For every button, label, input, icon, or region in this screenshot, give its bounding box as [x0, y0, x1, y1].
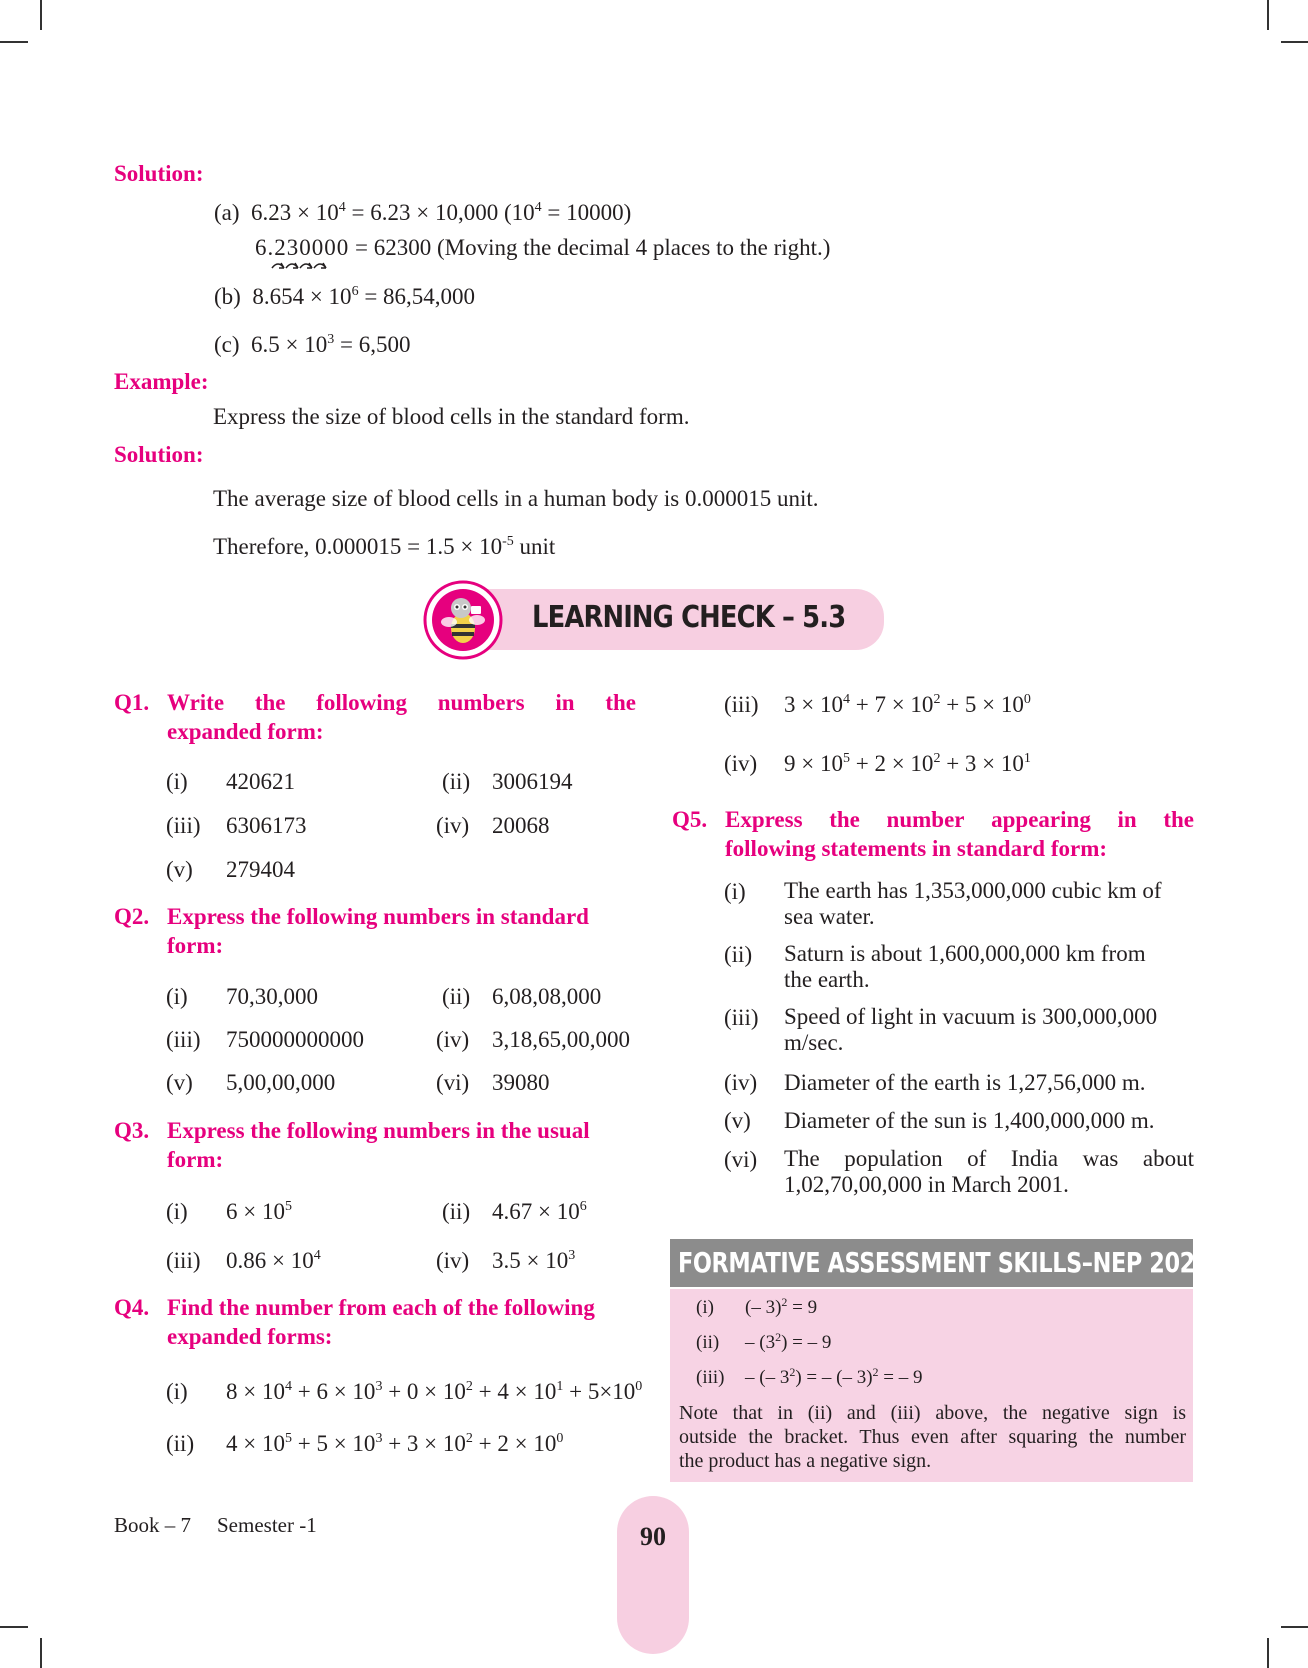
- solution-text: The average size of blood cells in a human body is 0.000015 unit.: [213, 486, 819, 511]
- item-label: (v): [724, 1108, 751, 1133]
- equation-text: ) = – (– 3): [795, 1367, 873, 1388]
- note-line: outside the bracket. Thus even after squaring the number: [679, 1426, 1186, 1448]
- equation-text: = 86,54,000: [358, 284, 476, 309]
- item-text: [784, 878, 1194, 930]
- item-label: (i): [696, 1297, 714, 1318]
- item-value: [745, 1366, 923, 1390]
- exponent: 5: [284, 1431, 292, 1446]
- item-text-line: The earth has 1,353,000,000 cubic km of: [784, 878, 1162, 903]
- exponent: 3: [375, 1431, 383, 1446]
- item-value: 5,00,00,000: [226, 1070, 336, 1095]
- question-word: appearing: [991, 807, 1091, 832]
- exponent: 4: [842, 692, 850, 707]
- item-value: [784, 750, 1031, 778]
- item-value: [226, 1247, 321, 1275]
- solution-item-b: [214, 283, 475, 311]
- equation-text: (– 3): [745, 1297, 782, 1318]
- equation-text: + 3 × 10: [382, 1431, 466, 1456]
- equation-text: 6.23 × 10: [251, 200, 339, 225]
- exponent: 0: [556, 1431, 564, 1446]
- exponent: 2: [781, 1295, 788, 1309]
- item-text-line: the earth.: [784, 967, 870, 992]
- item-text-line: Saturn is about 1,600,000,000 km from: [784, 941, 1146, 966]
- equation-text: 6.5 × 10: [251, 332, 328, 357]
- item-label: (iv): [724, 751, 758, 776]
- question-text: Express the following numbers in the usual: [167, 1118, 590, 1143]
- decimal-shift-arrows-icon: [270, 260, 350, 272]
- example-heading: Example:: [114, 369, 209, 394]
- item-label: (iv): [436, 1248, 470, 1273]
- page-number-tab: [617, 1496, 689, 1654]
- item-label: (ii): [724, 942, 753, 967]
- item-label: (vi): [436, 1070, 470, 1095]
- crop-mark: [40, 0, 42, 30]
- question-word: number: [886, 807, 965, 832]
- question-word: Write: [167, 690, 225, 715]
- equation-text: + 2 × 10: [849, 751, 934, 776]
- exponent: 0: [1023, 692, 1031, 707]
- exponent: 3: [375, 1379, 383, 1394]
- item-label: (i): [166, 1199, 188, 1224]
- question-number: Q1.: [114, 690, 150, 715]
- question-word: in: [555, 690, 575, 715]
- question-text: [167, 688, 636, 717]
- item-label: (c): [214, 332, 240, 357]
- page-number: 90: [640, 1522, 666, 1551]
- equation-text: + 0 × 10: [382, 1379, 466, 1404]
- equation-text: + 7 × 10: [849, 692, 934, 717]
- question-text: expanded forms:: [167, 1324, 333, 1349]
- equation-text: = 62300 (Moving the decimal 4 places to the right.): [349, 235, 831, 260]
- item-label: (iv): [724, 1070, 758, 1095]
- equation-text: 4 × 10: [226, 1431, 285, 1456]
- item-label: (ii): [442, 984, 471, 1009]
- exponent: 2: [933, 751, 941, 766]
- decimal-digits: 6.230000: [255, 235, 350, 260]
- item-label: (i): [166, 1379, 188, 1404]
- equation-text: + 3 × 10: [940, 751, 1024, 776]
- question-word: the: [254, 690, 286, 715]
- question-text: [725, 805, 1194, 834]
- question-word: in: [1117, 807, 1137, 832]
- equation-text: – (– 3: [745, 1367, 790, 1388]
- item-label: (i): [166, 769, 188, 794]
- formative-assessment-title: FORMATIVE ASSESSMENT SKILLS–NEP 2020: [678, 1246, 1211, 1279]
- item-value: [784, 691, 1031, 719]
- item-text: [784, 941, 1194, 993]
- exponent: 6: [351, 284, 359, 299]
- item-value: 3006194: [492, 769, 573, 794]
- exponent: 6: [579, 1199, 587, 1214]
- equation-text: = 9: [787, 1297, 818, 1318]
- formative-assessment-header: [670, 1239, 1211, 1287]
- item-value: [492, 1198, 587, 1226]
- equation-text: + 5 × 10: [940, 692, 1024, 717]
- exponent: 4: [284, 1379, 292, 1394]
- formative-note: [679, 1401, 1186, 1473]
- exponent: 4: [338, 200, 346, 215]
- exponent: 2: [465, 1431, 473, 1446]
- exponent: 2: [872, 1365, 879, 1379]
- item-label: (iv): [436, 1027, 470, 1052]
- footer-semester-label: Semester -1: [217, 1513, 317, 1537]
- exponent: 2: [789, 1365, 796, 1379]
- question-number: Q3.: [114, 1118, 150, 1143]
- item-label: (iii): [724, 692, 759, 717]
- item-label: (iii): [696, 1367, 725, 1388]
- question-word: the: [605, 690, 636, 715]
- item-label: (iii): [166, 813, 201, 838]
- equation-text: 6 × 10: [226, 1199, 285, 1224]
- item-text-line: sea water.: [784, 904, 875, 929]
- exponent: 5: [842, 751, 850, 766]
- item-label: (ii): [442, 1199, 471, 1224]
- item-value: 3,18,65,00,000: [492, 1027, 630, 1052]
- question-text: expanded form:: [167, 719, 324, 744]
- equation-text: 4.67 × 10: [492, 1199, 580, 1224]
- exponent: 0: [635, 1379, 643, 1394]
- equation-text: 3.5 × 10: [492, 1248, 569, 1273]
- item-text-line: m/sec.: [784, 1030, 844, 1055]
- item-value: 6306173: [226, 813, 307, 838]
- item-text-line: The population of India was about: [784, 1146, 1194, 1171]
- equation-text: Therefore, 0.000015 = 1.5 × 10: [213, 534, 503, 559]
- crop-mark: [0, 1626, 28, 1628]
- equation-text: 8 × 10: [226, 1379, 285, 1404]
- item-label: (v): [166, 857, 193, 882]
- item-label: (ii): [696, 1332, 720, 1353]
- exponent: 3: [568, 1248, 576, 1263]
- item-value: 70,30,000: [226, 984, 318, 1009]
- item-label: (i): [724, 879, 746, 904]
- item-label: (ii): [442, 769, 471, 794]
- crop-mark: [1267, 0, 1269, 30]
- item-text-line: 1,02,70,00,000 in March 2001.: [784, 1172, 1069, 1197]
- example-text: Express the size of blood cells in the standard form.: [213, 404, 690, 429]
- exponent: 4: [313, 1248, 321, 1263]
- equation-text: = 6.23 × 10,000 (10: [345, 200, 535, 225]
- exponent: 1: [556, 1379, 564, 1394]
- item-text: Diameter of the sun is 1,400,000,000 m.: [784, 1108, 1155, 1133]
- solution-heading: Solution:: [114, 161, 204, 186]
- item-value: 420621: [226, 769, 295, 794]
- question-text: form:: [167, 1147, 224, 1172]
- solution-heading: Solution:: [114, 442, 204, 467]
- item-value: 6,08,08,000: [492, 984, 602, 1009]
- item-label: (i): [166, 984, 188, 1009]
- learning-check-title: LEARNING CHECK – 5.3: [532, 600, 846, 635]
- exponent: 2: [465, 1379, 473, 1394]
- question-word: Express: [725, 807, 803, 832]
- item-label: (a): [214, 200, 240, 225]
- crop-mark: [1281, 1626, 1308, 1628]
- equation-text: 8.654 × 10: [252, 284, 352, 309]
- equation-text: – (3: [745, 1332, 776, 1353]
- item-label: (iv): [436, 813, 470, 838]
- item-value: [492, 1247, 575, 1275]
- equation-text: + 4 × 10: [472, 1379, 557, 1404]
- question-number: Q4.: [114, 1295, 150, 1320]
- equation-text: ) = – 9: [781, 1332, 832, 1353]
- item-value: [226, 1198, 292, 1226]
- equation-text: 9 × 10: [784, 751, 843, 776]
- exponent: 2: [775, 1330, 782, 1344]
- equation-text: = 10000): [541, 200, 632, 225]
- item-label: (b): [214, 284, 241, 309]
- solution-item-a-line2: [255, 234, 830, 262]
- exponent: 5: [284, 1199, 292, 1214]
- item-label: (vi): [724, 1147, 758, 1172]
- question-word: numbers: [437, 690, 525, 715]
- equation-text: + 5 × 10: [291, 1431, 376, 1456]
- item-value: 750000000000: [226, 1027, 364, 1052]
- item-value: 20068: [492, 813, 550, 838]
- item-label: (ii): [166, 1431, 195, 1456]
- question-text: Express the following numbers in standard: [167, 904, 589, 929]
- question-number: Q2.: [114, 904, 150, 929]
- item-text: [784, 1146, 1194, 1198]
- exponent: -5: [502, 534, 514, 549]
- exponent: 1: [1023, 751, 1031, 766]
- question-number: Q5.: [672, 807, 708, 832]
- item-text: [784, 1004, 1194, 1056]
- question-word: the: [829, 807, 860, 832]
- item-text-line: Speed of light in vacuum is 300,000,000: [784, 1004, 1158, 1029]
- equation-text: = – 9: [878, 1367, 923, 1388]
- item-label: (iii): [166, 1027, 201, 1052]
- item-value: [745, 1296, 817, 1320]
- equation-text: + 6 × 10: [291, 1379, 376, 1404]
- footer-book-label: Book – 7: [114, 1513, 192, 1537]
- item-value: 279404: [226, 857, 295, 882]
- equation-text: + 2 × 10: [472, 1431, 557, 1456]
- question-text: following statements in standard form:: [725, 836, 1108, 861]
- solution-text: [213, 533, 555, 561]
- crop-mark: [1267, 1638, 1269, 1668]
- question-word: the: [1163, 807, 1194, 832]
- exponent: 3: [327, 332, 335, 347]
- item-label: (v): [166, 1070, 193, 1095]
- solution-item-a: [214, 199, 631, 227]
- exponent: 2: [933, 692, 941, 707]
- note-line: the product has a negative sign.: [679, 1450, 932, 1472]
- solution-item-c: [214, 331, 411, 359]
- equation-text: + 5×10: [563, 1379, 636, 1404]
- note-line: Note that in (ii) and (iii) above, the negative sign is: [679, 1402, 1186, 1424]
- equation-text: 0.86 × 10: [226, 1248, 314, 1273]
- item-text: Diameter of the earth is 1,27,56,000 m.: [784, 1070, 1146, 1095]
- crop-mark: [1281, 41, 1308, 43]
- equation-text: = 6,500: [334, 332, 411, 357]
- item-label: (iii): [166, 1248, 201, 1273]
- question-text: Find the number from each of the following: [167, 1295, 595, 1320]
- bee-mascot-icon: [423, 580, 503, 660]
- equation-text: 3 × 10: [784, 692, 843, 717]
- crop-mark: [0, 41, 28, 43]
- item-value: [745, 1331, 831, 1355]
- equation-text: unit: [513, 534, 556, 559]
- item-value: [226, 1430, 563, 1458]
- question-word: following: [316, 690, 407, 715]
- question-text: form:: [167, 933, 224, 958]
- item-value: [226, 1378, 642, 1406]
- exponent: 4: [534, 200, 542, 215]
- crop-mark: [40, 1638, 42, 1668]
- item-value: 39080: [492, 1070, 550, 1095]
- item-label: (iii): [724, 1005, 759, 1030]
